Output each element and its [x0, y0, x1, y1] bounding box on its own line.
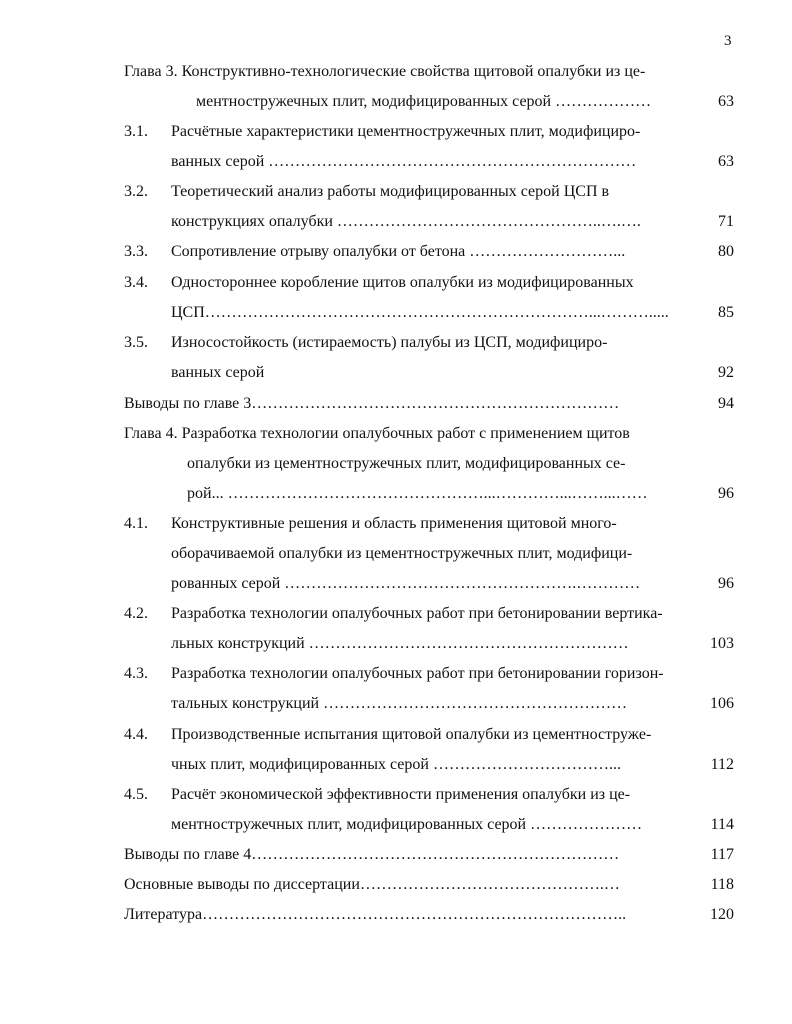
toc-entry-text: льных конструкций …………………………………………………… [171, 635, 629, 652]
toc-entry-text: ментностружечных плит, модифицированных серой ……………… [196, 93, 652, 110]
toc-entry-text: Выводы по главе 3…………………………………………………………… [124, 395, 620, 412]
toc-entry-text: опалубки из цементностружечных плит, модифицированных се- [187, 455, 626, 472]
toc-entry-text: рованных серой ……………………………………………….………… [171, 575, 641, 592]
toc-page-number: 106 [710, 695, 734, 712]
toc-page-number: 63 [718, 93, 734, 110]
toc-entry-text: конструкциях опалубки …………………………………………..….…. [171, 213, 641, 230]
toc-entry-text: ментностружечных плит, модифицированных серой ………………… [171, 816, 643, 833]
toc-page-number: 85 [718, 304, 734, 321]
toc-page-number: 92 [718, 364, 734, 381]
toc-section-number: 3.3. [124, 243, 148, 260]
toc-entry-text: Выводы по главе 4…………………………………………………………… [124, 846, 620, 863]
toc-entry-text: Разработка технологии опалубочных работ при бетонировании вертика- [171, 605, 663, 622]
toc-entry-text: оборачиваемой опалубки из цементностружечных плит, модифици- [171, 545, 633, 562]
toc-section-number: 4.4. [124, 726, 148, 743]
toc-page-number: 103 [710, 635, 734, 652]
toc-page-number: 120 [710, 906, 734, 923]
toc-page-number: 71 [718, 213, 734, 230]
toc-page-number: 112 [710, 756, 734, 773]
toc-section-number: 4.2. [124, 605, 148, 622]
toc-section-number: 3.5. [124, 334, 148, 351]
toc-entry-text: ванных серой [171, 364, 265, 381]
toc-section-number: 4.1. [124, 515, 148, 532]
toc-page-number: 80 [718, 243, 734, 260]
toc-entry-text: чных плит, модифицированных серой ……………………………... [171, 756, 621, 773]
toc-entry-text: Теоретический анализ работы модифицированных серой ЦСП в [171, 183, 610, 200]
toc-page-number: 63 [718, 153, 734, 170]
toc-page-number: 94 [718, 395, 734, 412]
toc-entry-text: Глава 4. Разработка технологии опалубочных работ с применением щитов [124, 425, 630, 442]
toc-page-number: 117 [710, 846, 734, 863]
toc-entry-text: Износостойкость (истираемость) палубы из ЦСП, модифициро- [171, 334, 608, 351]
toc-section-number: 3.4. [124, 274, 148, 291]
toc-section-number: 4.5. [124, 786, 148, 803]
page-number: 3 [724, 33, 732, 49]
toc-entry-text: Конструктивные решения и область применения щитовой много- [171, 515, 617, 532]
toc-entry-text: Расчёт экономической эффективности применения опалубки из це- [171, 786, 631, 803]
toc-entry-text: Разработка технологии опалубочных работ при бетонировании горизон- [171, 665, 664, 682]
toc-entry-text: Одностороннее коробление щитов опалубки из модифицированных [171, 274, 634, 291]
toc-page-number: 118 [710, 876, 734, 893]
toc-entry-text: рой... …………………………………………...…………...……...…… [187, 485, 648, 502]
toc-section-number: 3.1. [124, 123, 148, 140]
toc-entry-text: Расчётные характеристики цементностружечных плит, модифициро- [171, 123, 641, 140]
toc-page-number: 114 [710, 816, 734, 833]
toc-entry-text: Литература…………………………………………………………………….. [124, 906, 627, 923]
toc-entry-text: ЦСП………………………………………………………………...………..... [171, 304, 669, 321]
toc-entry-text: тальных конструкций ………………………………………………… [171, 695, 628, 712]
toc-page-number: 96 [718, 575, 734, 592]
toc-section-number: 4.3. [124, 665, 148, 682]
toc-entry-text: Сопротивление отрыву опалубки от бетона ………………………... [171, 243, 626, 260]
toc-entry-text: Производственные испытания щитовой опалубки из цементностружe- [171, 726, 652, 743]
toc-entry-text: Основные выводы по диссертации……………………………………….… [124, 876, 620, 893]
toc-page-number: 96 [718, 485, 734, 502]
toc-entry-text: ванных серой …………………………………………………………… [171, 153, 637, 170]
toc-section-number: 3.2. [124, 183, 148, 200]
toc-entry-text: Глава 3. Конструктивно-технологические свойства щитовой опалубки из це- [124, 63, 646, 80]
